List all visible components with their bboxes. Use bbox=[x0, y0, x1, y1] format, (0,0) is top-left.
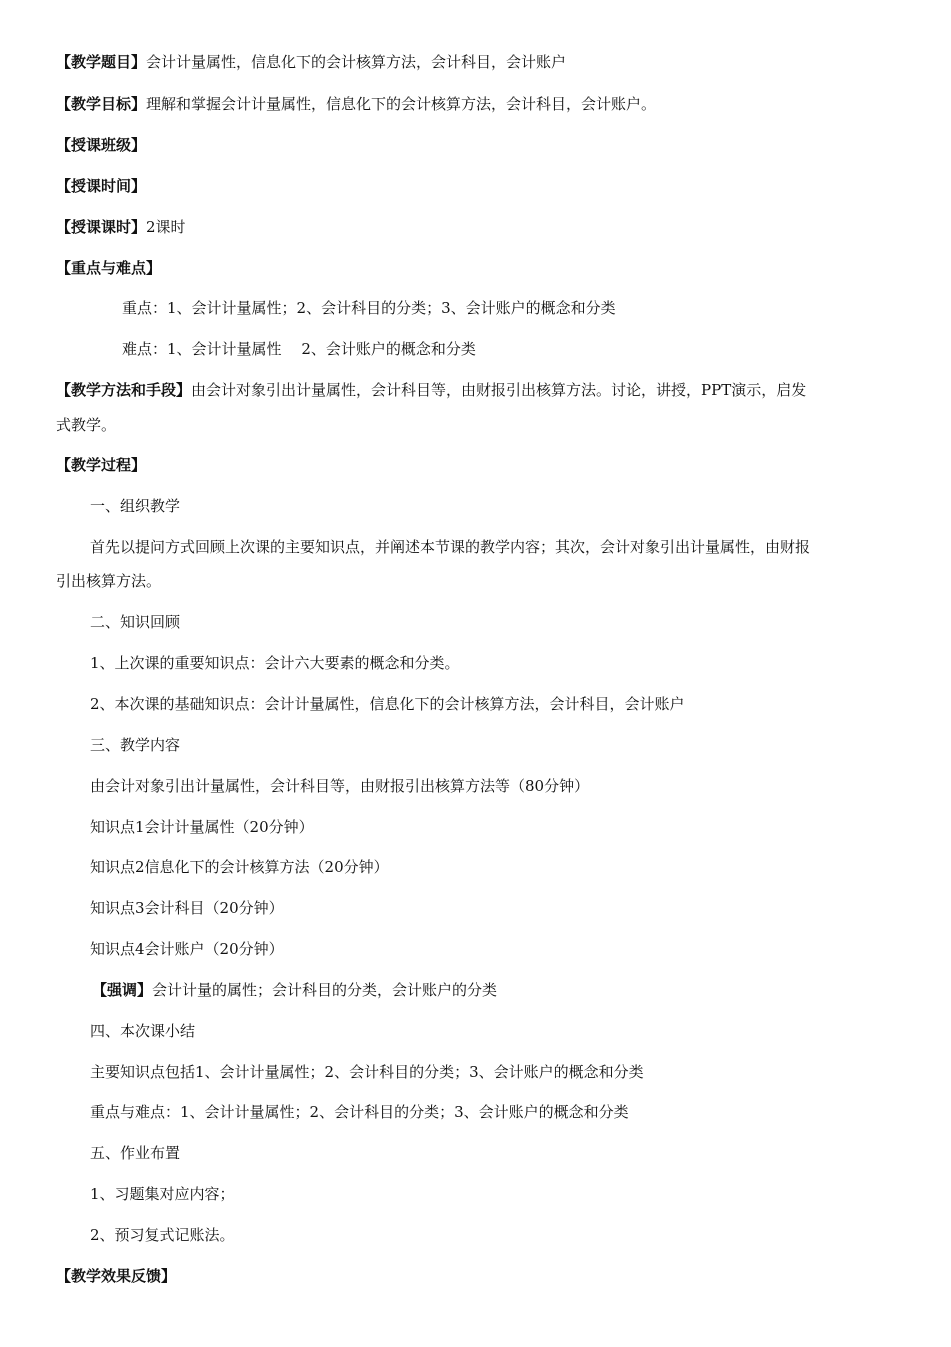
content-intro: 由会计对象引出计量属性，会计科目等，由财报引出核算方法等（80分钟） bbox=[90, 777, 590, 795]
homework-item-2: 2、预习复式记账法。 bbox=[90, 1226, 235, 1244]
section-organize-text: 首先以提问方式回顾上次课的主要知识点，并阐述本节课的教学内容；其次，会计对象引出计量属性，由财报 bbox=[90, 538, 811, 556]
section-content-title: 三、教学内容 bbox=[90, 736, 181, 754]
method-label: 【教学方法和手段】 bbox=[56, 381, 192, 399]
method-line bbox=[56, 380, 806, 400]
homework-item-1: 1、习题集对应内容； bbox=[90, 1185, 235, 1203]
key-points-text: 重点：1、会计计量属性；2、会计科目的分类；3、会计账户的概念和分类 bbox=[122, 299, 616, 317]
class-label: 【授课班级】 bbox=[56, 136, 147, 154]
teaching-goal-text: 理解和掌握会计计量属性，信息化下的会计核算方法，会计科目，会计账户。 bbox=[146, 95, 657, 113]
summary-item-1: 主要知识点包括1、会计计量属性；2、会计科目的分类；3、会计账户的概念和分类 bbox=[90, 1063, 644, 1081]
method-text-cont: 式教学。 bbox=[56, 416, 117, 434]
method-text: 由会计对象引出计量属性，会计科目等，由财报引出核算方法。讨论，讲授，PPT演示，启发 bbox=[191, 381, 807, 399]
knowledge-point-2: 知识点2信息化下的会计核算方法（20分钟） bbox=[90, 858, 389, 876]
difficult-points-text: 难点：1、会计计量属性 2、会计账户的概念和分类 bbox=[122, 340, 476, 358]
feedback-label: 【教学效果反馈】 bbox=[56, 1267, 177, 1285]
process-label: 【教学过程】 bbox=[56, 456, 147, 474]
review-item-2: 2、本次课的基础知识点：会计计量属性，信息化下的会计核算方法，会计科目，会计账户 bbox=[90, 695, 685, 713]
teaching-goal-label: 【教学目标】 bbox=[56, 95, 147, 113]
section-review-title: 二、知识回顾 bbox=[90, 613, 181, 631]
section-summary-title: 四、本次课小结 bbox=[90, 1022, 196, 1040]
review-item-1: 1、上次课的重要知识点：会计六大要素的概念和分类。 bbox=[90, 654, 460, 672]
summary-item-2: 重点与难点：1、会计计量属性；2、会计科目的分类；3、会计账户的概念和分类 bbox=[90, 1103, 629, 1121]
teaching-topic-line bbox=[56, 52, 566, 72]
hours-line bbox=[56, 217, 186, 237]
knowledge-point-1: 知识点1会计计量属性（20分钟） bbox=[90, 818, 314, 836]
knowledge-point-3: 知识点3会计科目（20分钟） bbox=[90, 899, 284, 917]
emphasis-line bbox=[92, 980, 497, 1000]
key-difficult-label: 【重点与难点】 bbox=[56, 259, 162, 277]
section-organize-text-cont: 引出核算方法。 bbox=[56, 572, 162, 590]
section-homework-title: 五、作业布置 bbox=[90, 1144, 181, 1162]
hours-text: 2课时 bbox=[146, 218, 186, 236]
emphasis-text: 会计计量的属性；会计科目的分类，会计账户的分类 bbox=[152, 981, 498, 999]
hours-label: 【授课课时】 bbox=[56, 218, 147, 236]
section-organize-title: 一、组织教学 bbox=[90, 497, 181, 515]
teaching-topic-label: 【教学题目】 bbox=[56, 53, 147, 71]
time-label: 【授课时间】 bbox=[56, 177, 147, 195]
emphasis-label: 【强调】 bbox=[92, 981, 153, 999]
teaching-topic-text: 会计计量属性，信息化下的会计核算方法，会计科目，会计账户 bbox=[146, 53, 567, 71]
teaching-goal-line bbox=[56, 94, 656, 114]
knowledge-point-4: 知识点4会计账户（20分钟） bbox=[90, 940, 284, 958]
